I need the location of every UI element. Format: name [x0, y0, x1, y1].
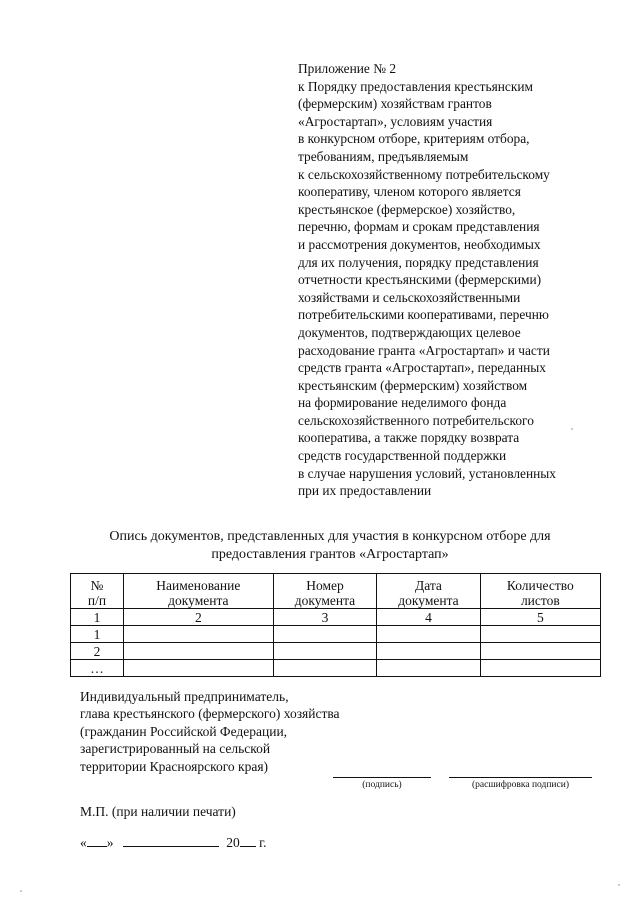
table-cell [273, 660, 376, 677]
signature-label: (подпись) [362, 780, 402, 790]
signer-line: (гражданин Российской Федерации, [80, 723, 288, 739]
date-close-quote: » [106, 835, 114, 850]
appendix-block [298, 60, 628, 500]
appendix-line: Приложение № 2 [298, 61, 397, 76]
table-cell: 3 [273, 609, 376, 626]
appendix-line: для их получения, порядку представления [298, 254, 539, 270]
appendix-line: требованиям, предъявляемым [298, 148, 469, 164]
appendix-line: на формирование неделимого фонда [298, 395, 507, 411]
signature-line[interactable] [333, 777, 431, 778]
signer-block [80, 688, 400, 775]
header-text: № [90, 578, 104, 593]
table-cell: … [71, 660, 124, 677]
appendix-line: крестьянским (фермерским) хозяйством [298, 377, 528, 393]
table-cell: 1 [71, 626, 124, 643]
header-text: п/п [87, 593, 107, 608]
inventory-title [60, 528, 600, 564]
table-row [71, 660, 601, 677]
appendix-line: (фермерским) хозяйствам грантов [298, 96, 492, 112]
scan-speck [571, 428, 573, 430]
appendix-line: кооператива, а также порядку возврата [298, 430, 520, 446]
appendix-line: документов, подтверждающих целевое [298, 324, 521, 340]
stamp-note: М.П. (при наличии печати) [80, 804, 236, 819]
appendix-line: средств гранта «Агростартап», переданных [298, 360, 546, 376]
table-cell [377, 626, 480, 643]
appendix-line: отчетности крестьянскими (фермерскими) [298, 272, 542, 288]
appendix-line: к Порядку предоставления крестьянским [298, 78, 534, 94]
appendix-line: кооперативу, членом которого является [298, 184, 521, 200]
date-line [80, 834, 267, 851]
appendix-line: при их предоставлении [298, 483, 432, 499]
table-cell: 4 [377, 609, 480, 626]
header-text: Наименование [156, 578, 241, 593]
scan-speck [20, 890, 22, 892]
column-numbering-row [71, 609, 601, 626]
header-text: документа [398, 593, 459, 608]
header-text: документа [294, 593, 356, 608]
appendix-line: хозяйствами и сельскохозяйственными [298, 289, 521, 305]
signer-line: территории Красноярского края) [80, 758, 269, 774]
header-number [71, 574, 124, 609]
header-text: документа [168, 593, 229, 608]
header-text: Номер [306, 578, 344, 593]
table-cell [377, 643, 480, 660]
scan-speck [618, 884, 620, 886]
day-field[interactable] [87, 834, 107, 847]
table-cell [480, 626, 600, 643]
title-line-2: предоставления грантов «Агростартап» [211, 547, 449, 562]
month-field[interactable] [123, 834, 219, 847]
header-sheet-count [480, 574, 600, 609]
signature-decoding-line[interactable] [449, 777, 592, 778]
appendix-line: сельскохозяйственного потребительского [298, 412, 534, 428]
date-open-quote: « [80, 835, 87, 850]
header-text: Количество [506, 578, 574, 593]
year-prefix: 20 [226, 835, 240, 850]
table-cell [377, 660, 480, 677]
appendix-line: и рассмотрения документов, необходимых [298, 236, 541, 252]
header-text: листов [520, 593, 560, 608]
signer-line: Индивидуальный предприниматель, [80, 689, 289, 704]
year-field[interactable] [240, 834, 256, 847]
table-cell: 1 [71, 609, 124, 626]
signer-line: глава крестьянского (фермерского) хозяйства [80, 706, 340, 722]
table-header-row [71, 574, 601, 609]
table-cell [123, 626, 273, 643]
table-cell [123, 643, 273, 660]
appendix-line: к сельскохозяйственному потребительскому [298, 166, 550, 182]
appendix-line: перечню, формам и срокам представления [298, 219, 540, 235]
appendix-line: потребительскими кооперативами, перечню [298, 307, 549, 323]
header-text: Дата [415, 578, 442, 593]
appendix-line: в случае нарушения условий, установленных [298, 465, 556, 481]
table-row [71, 643, 601, 660]
table-cell [273, 643, 376, 660]
appendix-line: крестьянское (фермерское) хозяйство, [298, 201, 516, 217]
appendix-line: расходование гранта «Агростартап» и части [298, 342, 550, 358]
table-row [71, 626, 601, 643]
table-cell [480, 660, 600, 677]
header-doc-date [377, 574, 480, 609]
table-cell [273, 626, 376, 643]
signature-decoding-label: (расшифровка подписи) [472, 780, 569, 790]
header-doc-number [273, 574, 376, 609]
table-cell [480, 643, 600, 660]
appendix-line: в конкурсном отборе, критериям отбора, [298, 131, 530, 147]
title-line-1: Опись документов, представленных для участия в конкурсном отборе для [109, 529, 551, 544]
table-cell [123, 660, 273, 677]
table-cell: 2 [71, 643, 124, 660]
header-doc-name [123, 574, 273, 609]
documents-table [70, 573, 601, 677]
table-cell: 2 [123, 609, 273, 626]
signer-line: зарегистрированный на сельской [80, 741, 271, 757]
year-suffix: г. [259, 835, 267, 850]
table-cell: 5 [480, 609, 600, 626]
appendix-line: «Агростартап», условиям участия [298, 113, 493, 129]
appendix-line: средств государственной поддержки [298, 448, 507, 464]
